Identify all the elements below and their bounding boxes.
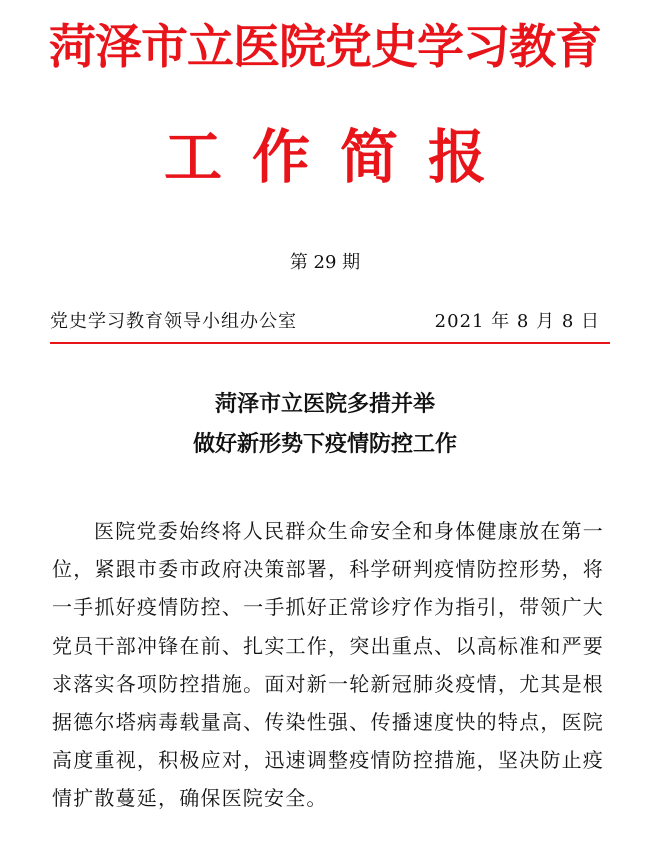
article-paragraph: 医院党委始终将人民群众生命安全和身体健康放在第一位，紧跟市委市政府决策部署，科学研判疫情防控形势，将一手抓好疫情防控、一手抓好正常诊疗作为指引，带领广大党员干部冲锋在前、扎实工作，突出重点、以高标准和严要求落实各项防控措施。面对新一轮新冠肺炎疫情，尤其是根据德尔塔病毒载量高、传染性强、传播速度快的特点，医院高度重视，积极应对，迅速调整疫情防控措施，坚决防止疫情扩散蔓延，确保医院安全。: [52, 519, 604, 811]
issue-number: 第 29 期: [289, 252, 361, 273]
red-divider: [50, 342, 610, 344]
article-title-line2: 做好新形势下疫情防控工作: [192, 432, 457, 457]
issue-date: 2021 年 8 月 8 日: [434, 311, 600, 332]
issuer-date-row: [50, 308, 600, 336]
article-title-line1: 菏泽市立医院多措并举: [214, 392, 435, 417]
masthead-title: 菏泽市立医院党史学习教育: [49, 20, 601, 75]
masthead-subtitle: 工作简报: [163, 123, 516, 191]
issuer-office: 党史学习教育领导小组办公室: [50, 311, 297, 332]
